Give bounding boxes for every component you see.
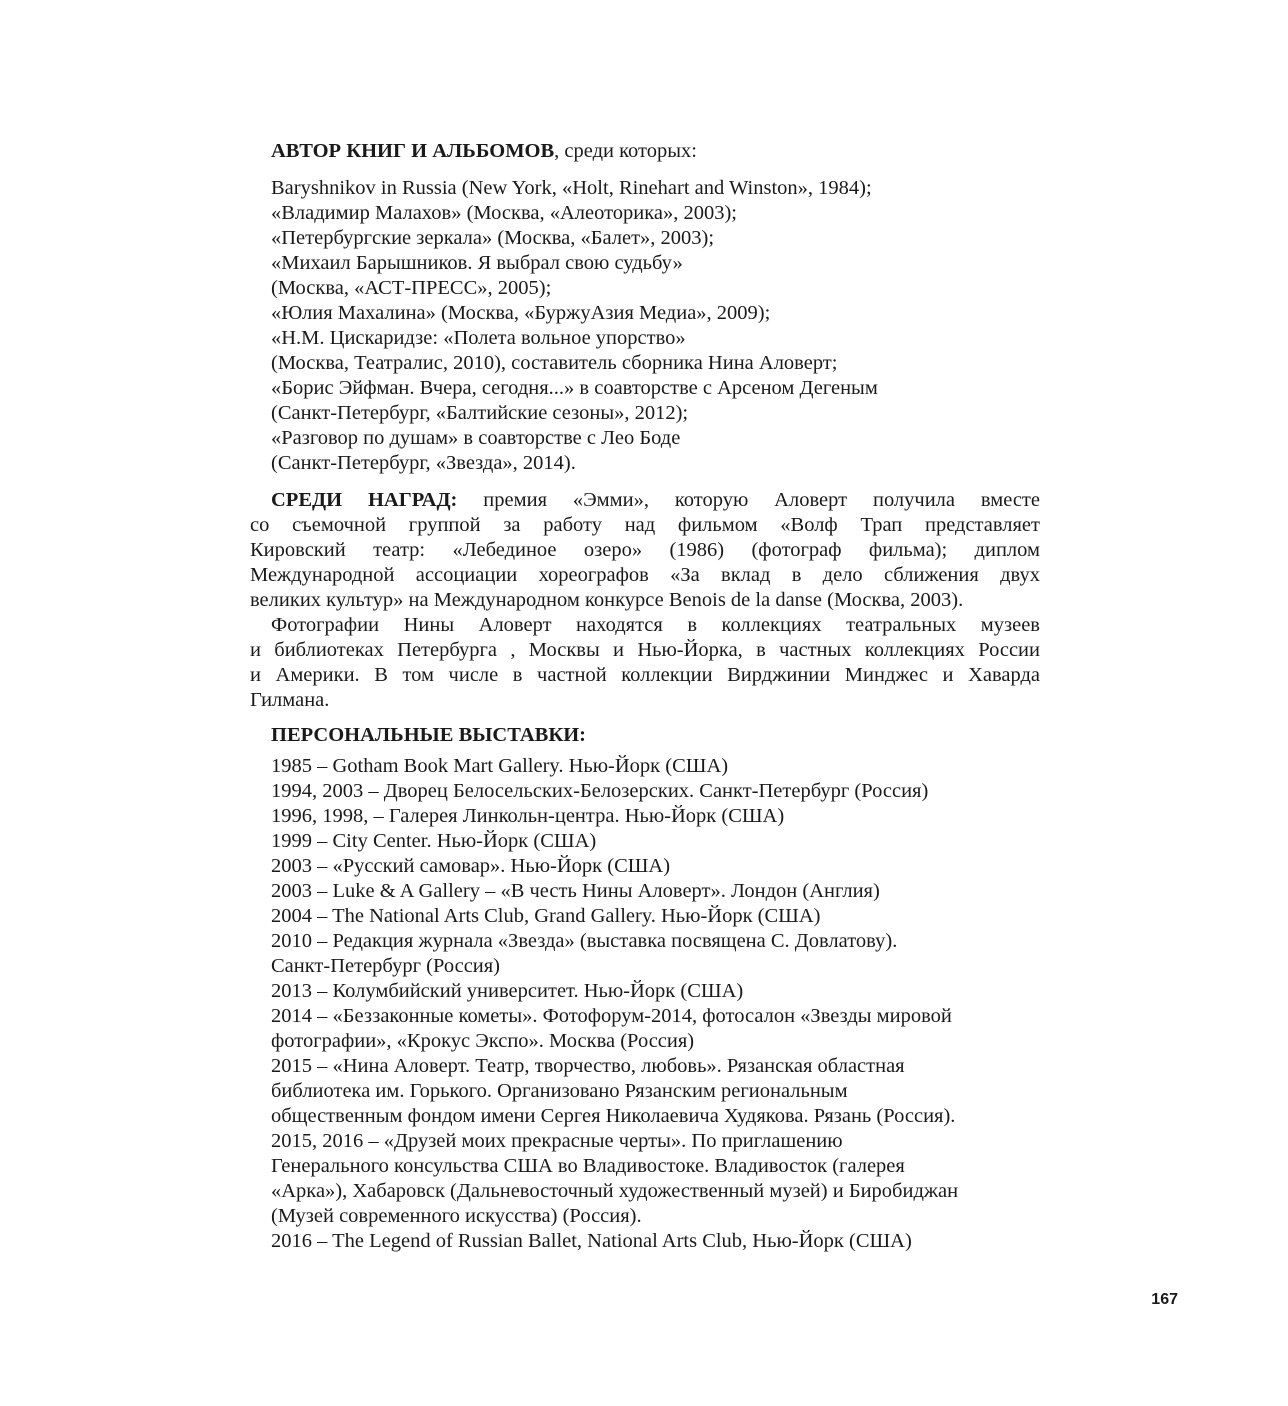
exhibition-line: 2004 – The National Arts Club, Grand Gallery. Нью-Йорк (США) <box>271 905 821 927</box>
book-line: (Санкт-Петербург, «Балтийские сезоны», 2012); <box>271 402 689 424</box>
exhibitions-section <box>271 723 1051 1254</box>
books-heading-line <box>271 139 1051 164</box>
exhibitions-heading: ПЕРСОНАЛЬНЫЕ ВЫСТАВКИ <box>271 724 580 746</box>
exhibition-line: библиотека им. Горького. Организовано Рязанским региональным <box>271 1080 848 1102</box>
exhibition-line: общественным фондом имени Сергея Николаевича Худякова. Рязань (Россия). <box>271 1105 956 1127</box>
book-line: «Владимир Малахов» (Москва, «Алеоторика», 2003); <box>271 202 737 224</box>
collections-line: Гилмана. <box>250 689 330 711</box>
awards-line: великих культур» на Международном конкурсе Benois de la danse (Москва, 2003). <box>250 589 964 611</box>
books-heading: АВТОР КНИГ И АЛЬБОМОВ <box>271 140 555 162</box>
book-line: «Юлия Махалина» (Москва, «БуржуАзия Медиа», 2009); <box>271 302 771 324</box>
exhibition-line: 2015 – «Нина Аловерт. Театр, творчество, любовь». Рязанская областная <box>271 1055 905 1077</box>
awards-line: со съемочной группой за работу над фильмом «Волф Трап представляет <box>250 514 1040 536</box>
exhibitions-heading-suffix: : <box>579 724 586 746</box>
exhibition-line: Генерального консульства США во Владивостоке. Владивосток (галерея <box>271 1155 905 1177</box>
book-line: «Михаил Барышников. Я выбрал свою судьбу» <box>271 252 683 274</box>
books-heading-suffix: , среди которых: <box>554 140 697 162</box>
exhibition-line: 2003 – «Русский самовар». Нью-Йорк (США) <box>271 855 671 877</box>
exhibition-line: 1996, 1998, – Галерея Линкольн-центра. Нью-Йорк (США) <box>271 805 785 827</box>
awards-line: Кировский театр: «Лебединое озеро» (1986) (фотограф фильма); диплом <box>250 539 1040 561</box>
awards-heading: СРЕДИ НАГРАД: <box>271 489 458 511</box>
awards-text: премия «Эмми», которую Аловерт получила вместе <box>457 489 1040 511</box>
exhibition-line: фотографии», «Крокус Экспо». Москва (Россия) <box>271 1030 695 1052</box>
book-line: «Н.М. Цискаридзе: «Полета вольное упорство» <box>271 327 686 349</box>
exhibition-line: (Музей современного искусства) (Россия). <box>271 1205 642 1227</box>
exhibition-line: «Арка»), Хабаровск (Дальневосточный художественный музей) и Биробиджан <box>271 1180 959 1202</box>
exhibition-line: 1985 – Gotham Book Mart Gallery. Нью-Йорк (США) <box>271 755 729 777</box>
book-line: «Разговор по душам» в соавторстве с Лео Боде <box>271 427 681 449</box>
exhibitions-heading-line <box>271 723 1051 748</box>
collections-line: и Америки. В том числе в частной коллекции Вирджинии Минджес и Хаварда <box>250 664 1040 686</box>
book-line: (Москва, «АСТ-ПРЕСС», 2005); <box>271 277 552 299</box>
exhibition-line: Санкт-Петербург (Россия) <box>271 955 501 977</box>
exhibition-line: 2010 – Редакция журнала «Звезда» (выставка посвящена С. Довлатову). <box>271 930 898 952</box>
exhibition-line: 2015, 2016 – «Друзей моих прекрасные черты». По приглашению <box>271 1130 843 1152</box>
book-line: (Санкт-Петербург, «Звезда», 2014). <box>271 452 576 474</box>
exhibition-line: 1994, 2003 – Дворец Белосельских-Белозерских. Санкт-Петербург (Россия) <box>271 780 929 802</box>
awards-section <box>250 488 1040 613</box>
collections-section <box>250 613 1040 713</box>
awards-first-line <box>250 488 1040 513</box>
book-line: (Москва, Театралис, 2010), составитель сборника Нина Аловерт; <box>271 352 838 374</box>
collections-line: и библиотеках Петербурга , Москвы и Нью-Йорка, в частных коллекциях России <box>250 639 1040 661</box>
exhibition-line: 2013 – Колумбийский университет. Нью-Йорк (США) <box>271 980 744 1002</box>
books-section <box>271 139 1051 476</box>
page-number: 167 <box>1151 1291 1178 1308</box>
book-line: «Петербургские зеркала» (Москва, «Балет», 2003); <box>271 227 715 249</box>
collections-line: Фотографии Нины Аловерт находятся в коллекциях театральных музеев <box>271 614 1040 636</box>
awards-line: Международной ассоциации хореографов «За вклад в дело сближения двух <box>250 564 1040 586</box>
exhibition-line: 1999 – City Center. Нью-Йорк (США) <box>271 830 597 852</box>
exhibition-line: 2014 – «Беззаконные кометы». Фотофорум-2014, фотосалон «Звезды мировой <box>271 1005 952 1027</box>
book-line: Baryshnikov in Russia (New York, «Holt, Rinehart and Winston», 1984); <box>271 177 872 199</box>
exhibition-line: 2003 – Luke & A Gallery – «В честь Нины Аловерт». Лондон (Англия) <box>271 880 880 902</box>
book-line: «Борис Эйфман. Вчера, сегодня...» в соавторстве с Арсеном Дегеным <box>271 377 878 399</box>
exhibition-line: 2016 – The Legend of Russian Ballet, National Arts Club, Нью-Йорк (США) <box>271 1230 912 1252</box>
